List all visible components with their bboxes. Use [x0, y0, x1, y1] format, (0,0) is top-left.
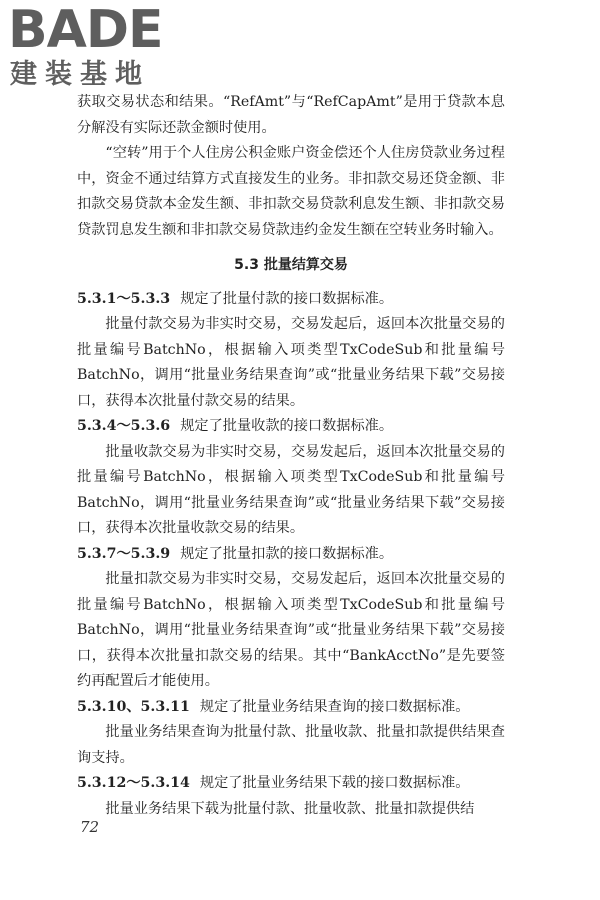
- clause-text: 规定了批量收款的接口数据标准。: [180, 418, 394, 434]
- clause-heading: [77, 542, 505, 568]
- clause-number: 5.3.10、5.3.11: [77, 698, 190, 715]
- clause-text: 规定了批量业务结果查询的接口数据标准。: [199, 698, 470, 715]
- body-paragraph: 批量扣款交易为非实时交易，交易发起后，返回本次批量交易的批量编号BatchNo，根据输入项类型TxCodeSub和批量编号BatchNo，调用“批量业务结果查询”或“批量业务结果下载”交易接口，获得本次批量扣款交易的结果。其中“BankAcctNo”是先要签约再配置后才能使用。: [77, 571, 505, 689]
- body-paragraph: 批量付款交易为非实时交易，交易发起后，返回本次批量交易的批量编号BatchNo，根据输入项类型TxCodeSub和批量编号BatchNo，调用“批量业务结果查询”或“批量业务结果下载”交易接口，获得本次批量付款交易的结果。: [77, 316, 505, 409]
- clause-text: 规定了批量业务结果下载的接口数据标准。: [199, 775, 470, 791]
- clause-heading: [77, 414, 505, 440]
- section-heading: 5.3 批量结算交易: [234, 257, 348, 273]
- body-paragraph: 获取交易状态和结果。“RefAmt”与“RefCapAmt”是用于贷款本息分解没有实际还款金额时使用。: [77, 94, 505, 136]
- clause-heading: [77, 771, 505, 797]
- clause-number: 5.3.12～5.3.14: [77, 775, 190, 791]
- page-number: 72: [80, 818, 100, 836]
- clause-number: 5.3.1～5.3.3: [77, 290, 171, 307]
- body-paragraph: 批量业务结果查询为批量付款、批量收款、批量扣款提供结果查询支持。: [77, 724, 505, 766]
- body-paragraph: 批量收款交易为非实时交易，交易发起后，返回本次批量交易的批量编号BatchNo，根据输入项类型TxCodeSub和批量编号BatchNo，调用“批量业务结果查询”或“批量业务结果下载”交易接口，获得本次批量收款交易的结果。: [77, 443, 505, 536]
- body-paragraph: “空转”用于个人住房公积金账户资金偿还个人住房贷款业务过程中，资金不通过结算方式直接发生的业务。非扣款交易还贷金额、非扣款交易贷款本金发生额、非扣款交易贷款利息发生额、非扣款交易贷款罚息发生额和非扣款交易贷款违约金发生额在空转业务时输入。: [77, 145, 505, 238]
- clause-number: 5.3.7～5.3.9: [77, 545, 171, 562]
- body-paragraph: 批量业务结果下载为批量付款、批量收款、批量扣款提供结: [105, 800, 475, 817]
- page-body: [77, 90, 505, 822]
- clause-text: 规定了批量扣款的接口数据标准。: [180, 545, 394, 562]
- clause-text: 规定了批量付款的接口数据标准。: [180, 290, 394, 307]
- logo: [8, 0, 178, 92]
- logo-subtitle: 建装基地: [10, 59, 150, 90]
- clause-heading: [77, 287, 505, 313]
- clause-heading: [77, 695, 505, 721]
- logo-wordmark: BADE: [8, 0, 163, 60]
- clause-number: 5.3.4～5.3.6: [77, 418, 171, 434]
